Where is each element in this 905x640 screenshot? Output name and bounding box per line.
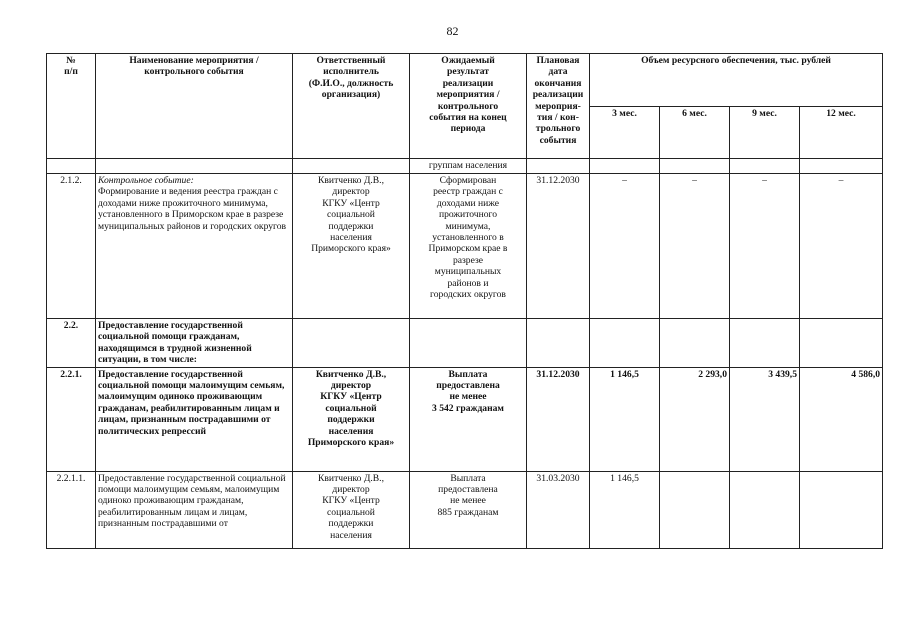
row-m3: – <box>590 174 660 319</box>
row-m3: 1 146,5 <box>590 471 660 548</box>
row-name: Предоставление государственной социальной помощи малоимущим семьям, малоимущим одиноко проживающим гражданам, реабилитированным лицам и лицам, признанным пострадавшими от <box>96 471 293 548</box>
row-date: 31.12.2030 <box>527 367 590 471</box>
row-m6 <box>660 471 730 548</box>
row-date: 31.03.2030 <box>527 471 590 548</box>
row-result <box>410 319 527 368</box>
header-m6: 6 мес. <box>660 106 730 159</box>
row-name <box>96 174 293 319</box>
row-responsible: Квитченко Д.В., директор КГКУ «Центр социальной поддержки населения <box>293 471 410 548</box>
row-name-text: Формирование и ведения реестра граждан с доходами ниже прожиточного минимума, установленного в Приморском крае в разрезе муниципальных районов и городских округов <box>98 186 287 232</box>
header-name: Наименование мероприятия / контрольного события <box>96 54 293 159</box>
row-m12: – <box>800 174 883 319</box>
row-m9: – <box>730 174 800 319</box>
row-result: Выплата предоставлена не менее 3 542 гражданам <box>410 367 527 471</box>
row-num: 2.1.2. <box>47 174 96 319</box>
header-m9: 9 мес. <box>730 106 800 159</box>
row-m12 <box>800 471 883 548</box>
header-num: № п/п <box>47 54 96 159</box>
row-m9 <box>730 471 800 548</box>
row-m12 <box>800 319 883 368</box>
table-row <box>47 319 883 368</box>
row-date <box>527 319 590 368</box>
row-m3: 1 146,5 <box>590 367 660 471</box>
table-row <box>47 174 883 319</box>
header-m12: 12 мес. <box>800 106 883 159</box>
row-name: Предоставление государственной социальной помощи малоимущим семьям, малоимущим одиноко проживающим гражданам, реабилитированным лицам и лицам, признанным пострадавшими от политических репрессий <box>96 367 293 471</box>
header-responsible: Ответственный исполнитель (Ф.И.О., должность организация) <box>293 54 410 159</box>
row-num: 2.2.1. <box>47 367 96 471</box>
row-responsible: Квитченко Д.В., директор КГКУ «Центр социальной поддержки населения Приморского края» <box>293 174 410 319</box>
table-row <box>47 367 883 471</box>
row-result: Выплата предоставлена не менее 885 гражданам <box>410 471 527 548</box>
page-number: 82 <box>446 24 459 38</box>
row-m9 <box>730 319 800 368</box>
header-result: Ожидаемый результат реализации мероприятия / контрольного события на конец периода <box>410 54 527 159</box>
row-date: 31.12.2030 <box>527 174 590 319</box>
row-responsible <box>293 319 410 368</box>
row-name: Предоставление государственной социальной помощи гражданам, находящимся в трудной жизненной ситуации, в том числе: <box>96 319 293 368</box>
row-num: 2.2. <box>47 319 96 368</box>
header-m3: 3 мес. <box>590 106 660 159</box>
row-m6: 2 293,0 <box>660 367 730 471</box>
row-name-prefix: Контрольное событие: <box>98 175 194 186</box>
row-m12: 4 586,0 <box>800 367 883 471</box>
row-num: 2.2.1.1. <box>47 471 96 548</box>
row-m9: 3 439,5 <box>730 367 800 471</box>
table-row-carry-over <box>47 159 883 174</box>
activities-table <box>46 53 883 549</box>
header-resources: Объем ресурсного обеспечения, тыс. рублей <box>590 54 883 107</box>
row-m6: – <box>660 174 730 319</box>
row-m3 <box>590 319 660 368</box>
row-result: Сформирован реестр граждан с доходами ниже прожиточного минимума, установленного в Приморском крае в разрезе муниципальных районов и городских округов <box>410 174 527 319</box>
table-row <box>47 471 883 548</box>
row-responsible: Квитченко Д.В., директор КГКУ «Центр социальной поддержки населения Приморского края» <box>293 367 410 471</box>
row-m6 <box>660 319 730 368</box>
header-date: Плановая дата окончания реализации мероприя- тия / кон- трольного события <box>527 54 590 159</box>
carry-over-text: группам населения <box>410 159 527 174</box>
